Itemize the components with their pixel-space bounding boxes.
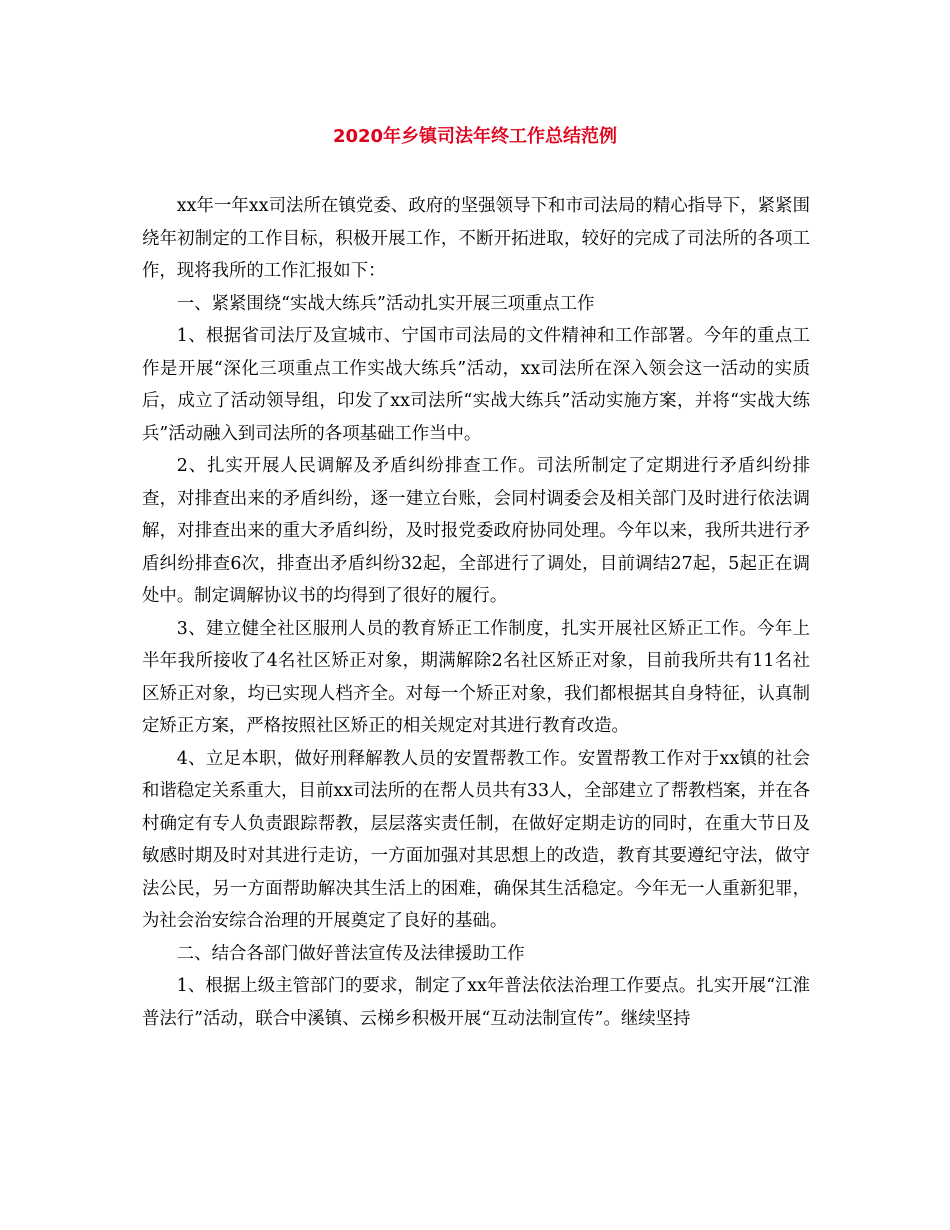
document-title: 2020年乡镇司法年终工作总结范例 — [332, 126, 618, 147]
section-heading-1: 一、紧紧围绕“实战大练兵”活动扎实开展三项重点工作 — [176, 293, 595, 314]
intro-paragraph: xx年一年xx司法所在镇党委、政府的坚强领导下和市司法局的精心指导下，紧紧围绕年初制定的工作目标，积极开展工作，不断开拓进取，较好的完成了司法所的各项工作，现将我所的工作汇报如下： — [142, 196, 810, 281]
section-heading-2: 二、结合各部门做好普法宣传及法律援助工作 — [176, 943, 525, 964]
document-body — [142, 190, 810, 1035]
paragraph-2-1: 1、根据上级主管部门的要求，制定了xx年普法依法治理工作要点。扎实开展“江淮普法行”活动，联合中溪镇、云梯乡积极开展“互动法制宣传”。继续坚持 — [142, 976, 810, 1029]
paragraph-1-3: 3、建立健全社区服刑人员的教育矫正工作制度，扎实开展社区矫正工作。今年上半年我所接收了4名社区矫正对象，期满解除2名社区矫正对象，目前我所共有11名社区矫正对象，均已实现人档齐全。对每一个矫正对象，我们都根据其自身特征，认真制定矫正方案，严格按照社区矫正的相关规定对其进行教育改造。 — [142, 618, 810, 736]
paragraph-1-2: 2、扎实开展人民调解及矛盾纠纷排查工作。司法所制定了定期进行矛盾纠纷排查，对排查出来的矛盾纠纷，逐一建立台账，会同村调委会及相关部门及时进行依法调解，对排查出来的重大矛盾纠纷，及时报党委政府协同处理。今年以来，我所共进行矛盾纠纷排查6次，排查出矛盾纠纷32起，全部进行了调处，目前调结27起，5起正在调处中。制定调解协议书的均得到了很好的履行。 — [142, 456, 810, 606]
paragraph-1-1: 1、根据省司法厅及宣城市、宁国市司法局的文件精神和工作部署。今年的重点工作是开展“深化三项重点工作实战大练兵”活动，xx司法所在深入领会这一活动的实质后，成立了活动领导组，印发了xx司法所“实战大练兵”活动实施方案，并将“实战大练兵”活动融入到司法所的各项基础工作当中。 — [142, 326, 810, 444]
paragraph-1-4: 4、立足本职，做好刑释解教人员的安置帮教工作。安置帮教工作对于xx镇的社会和谐稳定关系重大，目前xx司法所的在帮人员共有33人，全部建立了帮教档案，并在各村确定有专人负责跟踪帮教，层层落实责任制，在做好定期走访的同时，在重大节日及敏感时期及时对其进行走访，一方面加强对其思想上的改造，教育其要遵纪守法，做守法公民，另一方面帮助解决其生活上的困难，确保其生活稳定。今年无一人重新犯罪，为社会治安综合治理的开展奠定了良好的基础。 — [142, 748, 810, 931]
